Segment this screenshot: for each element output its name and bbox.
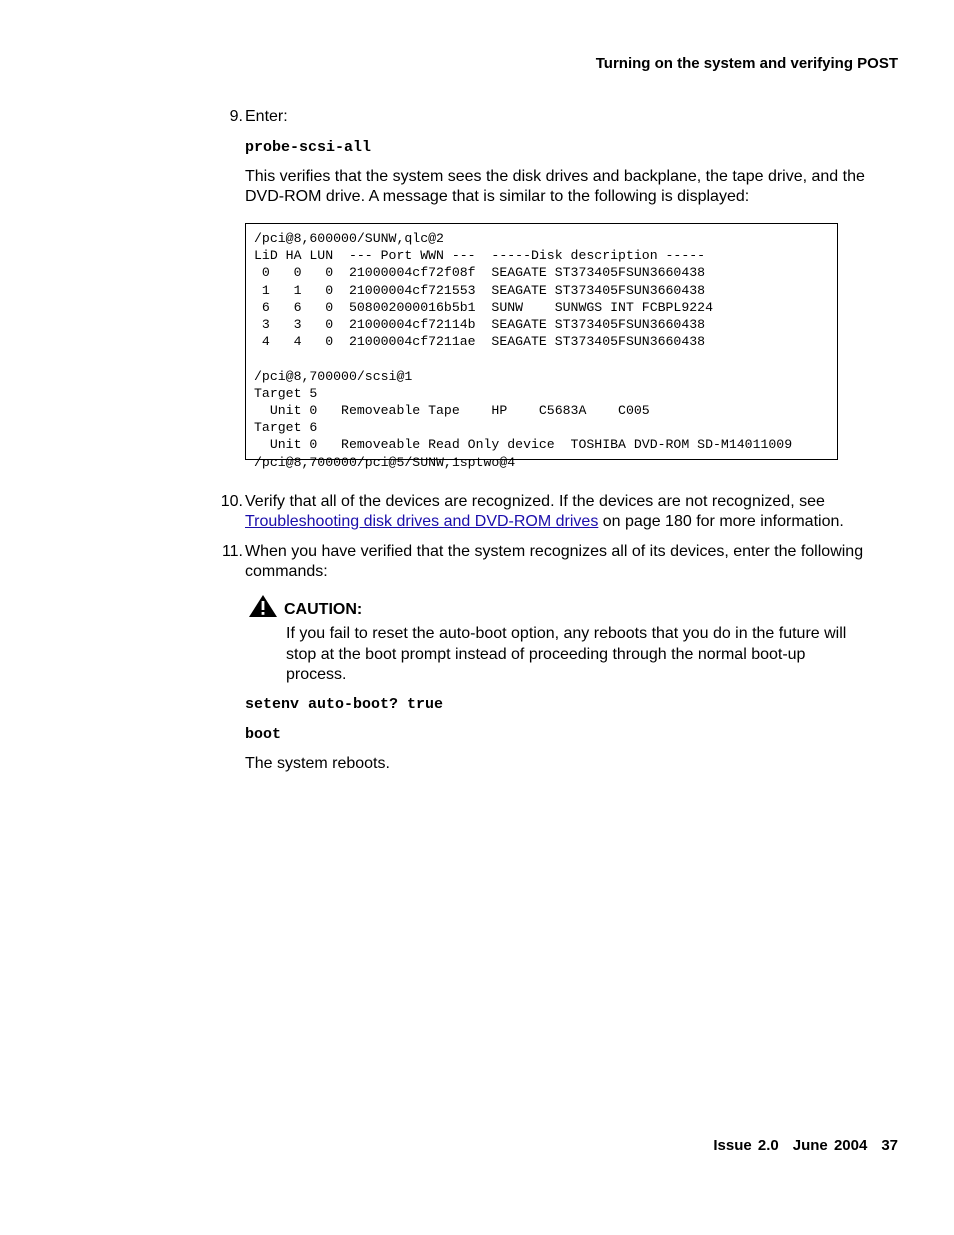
console-line: /pci@8,700000/pci@5/SUNW,1sptwo@4 [254, 454, 516, 470]
page-footer [713, 1137, 898, 1154]
step-number: 10. [220, 493, 243, 510]
console-line: Target 6 [254, 420, 318, 436]
step-10 [215, 492, 887, 532]
console-line: /pci@8,700000/scsi@1 [254, 368, 413, 384]
step-text [245, 492, 887, 532]
command-setenv-auto-boot: setenv auto-boot? true [245, 696, 444, 713]
step-text-after: on page 180 for more information. [598, 513, 844, 530]
console-line: LiD HA LUN --- Port WWN --- -----Disk description ----- [254, 248, 706, 264]
console-line: Unit 0 Removeable Tape HP C5683A C005 [254, 403, 650, 419]
console-line: 3 3 0 21000004cf72114b SEAGATE ST373405FSUN3660438 [254, 317, 706, 333]
command-boot: boot [245, 726, 282, 743]
troubleshooting-link[interactable]: Troubleshooting disk drives and DVD-ROM drives [245, 513, 599, 530]
step-text-before: Verify that all of the devices are recognized. If the devices are not recognized, see [245, 493, 825, 510]
console-output [245, 223, 838, 470]
step-9 [215, 107, 887, 127]
issue-date: June 2004 [792, 1137, 868, 1154]
console-line: 1 1 0 21000004cf721553 SEAGATE ST373405FSUN3660438 [254, 282, 706, 298]
console-line: Target 5 [254, 385, 318, 401]
command-probe-scsi-all: probe-scsi-all [245, 139, 372, 156]
step-number: 9. [229, 108, 243, 125]
issue-label: Issue 2.0 [713, 1137, 779, 1154]
warning-triangle-icon [248, 594, 278, 618]
step-9-description: This verifies that the system sees the disk drives and backplane, the tape drive, and the DVD-ROM drive. A message that is similar to the following is displayed: [245, 168, 865, 205]
console-line: 6 6 0 508002000016b5b1 SUNW SUNWGS INT FCBPL9224 [254, 299, 713, 315]
console-line: /pci@8,600000/SUNW,qlc@2 [254, 231, 444, 246]
console-line: Unit 0 Removeable Read Only device TOSHIBA DVD-ROM SD-M14011009 [254, 437, 793, 453]
caution-text: If you fail to reset the auto-boot option, any reboots that you do in the future will stop at the boot prompt instead of proceeding through the normal boot-up process. [286, 625, 847, 683]
console-line: 0 0 0 21000004cf72f08f SEAGATE ST373405FSUN3660438 [254, 265, 706, 281]
caution-title: CAUTION: [284, 601, 363, 618]
result-text: The system reboots. [245, 755, 390, 772]
console-line: 4 4 0 21000004cf7211ae SEAGATE ST373405FSUN3660438 [254, 334, 706, 350]
step-11 [215, 542, 887, 582]
running-header: Turning on the system and verifying POST [595, 55, 898, 72]
step-text: When you have verified that the system recognizes all of its devices, enter the following commands: [245, 543, 864, 580]
page-number: 37 [881, 1137, 898, 1154]
step-text: Enter: [245, 108, 288, 125]
step-number: 11. [221, 543, 243, 560]
